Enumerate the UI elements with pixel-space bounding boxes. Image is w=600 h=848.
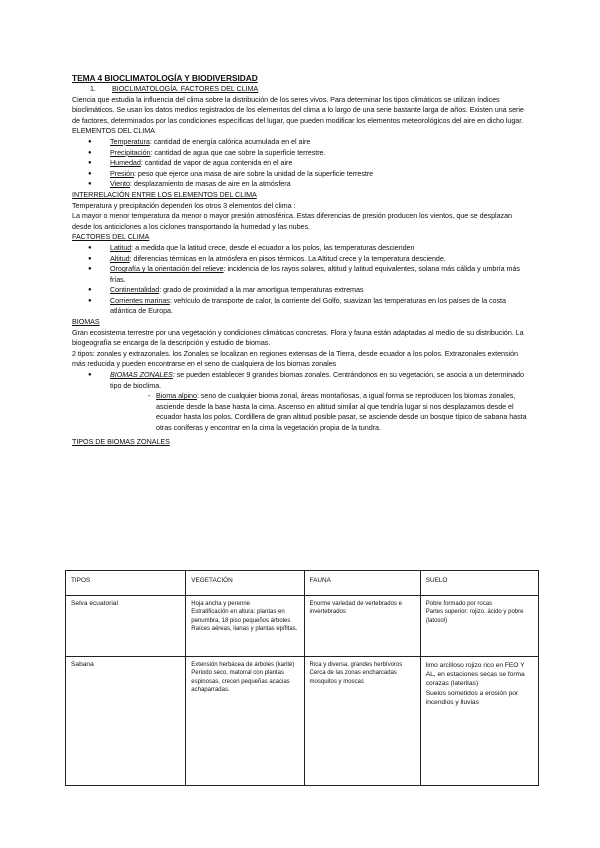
interrelation-paragraph-2: La mayor o menor temperatura da menor o mayor presión atmosférica. Estas diferencias de presión producen los vientos, que se desplazan desde los anticiclones a los ciclones transportando la humedad y las nubes.	[72, 211, 512, 231]
cell-text: Enorme variedad de vertebrados e invertebrados	[309, 601, 402, 616]
cell-text: Pobre formado por rocas	[425, 601, 493, 607]
bullet-icon: ●	[88, 170, 92, 177]
biomas-table	[65, 570, 539, 786]
term: Altitud	[110, 253, 130, 263]
bullet-icon: ●	[88, 255, 92, 262]
alpine-text	[146, 391, 532, 433]
cell-vegetacion	[186, 596, 304, 657]
cell-fauna	[304, 596, 420, 657]
cell-text: Raíces aéreas, lianas y plantas epífitas.	[191, 626, 298, 633]
bullet-icon: ●	[88, 244, 92, 251]
section-title: BIOCLIMATOLOGÍA. FACTORES DEL CLIMA	[112, 84, 259, 93]
term: Orografía y la orientación del relieve	[110, 264, 224, 274]
interrelation-heading: INTERRELACIÓN ENTRE LOS ELEMENTOS DEL CLIMA	[72, 189, 257, 199]
bullet-icon: ●	[88, 297, 92, 304]
term-description: : diferencias térmicas en la atmósfera en pisos térmicos. La Altitud crece y la temperatura desciende.	[129, 253, 446, 263]
list-item	[72, 285, 532, 296]
list-item	[72, 148, 532, 159]
term-description: : seno de cualquier bioma zonal, áreas montañosas, a igual forma se reproducen los biomas zonales, asciende desde la base hasta la cima. Ascenso en altitud similar al que tendría lugar si nos desplazamos desde el ecuador hasta los polos. Cordillera de gran altitud posible pasar, se asciende desde un bosque típico de sabana hasta otras coníferas y encontrar en la cima la vegetación propia de la tundra.	[156, 391, 527, 432]
term-description: : desplazamiento de masas de aire en la atmósfera	[129, 179, 291, 189]
cell-suelo	[420, 596, 538, 657]
cell-text: Estratificación en altura: plantas en penumbra, 18 piso pequeños árboles	[191, 609, 291, 624]
term: Presión	[110, 168, 135, 178]
term: Continentalidad	[110, 285, 160, 295]
cell-text: Rica y diversa, grandes herbívoros	[309, 662, 403, 668]
table-header-row	[66, 571, 539, 596]
list-item	[72, 296, 532, 317]
cell-text: Suelos sometidos a erosión por incendios y lluvias	[425, 689, 519, 706]
header-cell: VEGETACIÓN	[186, 571, 304, 596]
term-description: : vehículo de transporte de calor, la corriente del Golfo, suavizan las temperaturas en los países de la costa atlántica de Europa.	[110, 295, 506, 316]
biomas-paragraph-1: Gran ecosistema terrestre por una vegetación y condiciones climáticas concretas. Flora y fauna están adaptadas al medio de su distribución. La biogeografía se encarga de la descripción y estudio de biomas.	[72, 327, 524, 348]
term: Humedad	[110, 158, 141, 168]
biomas-zonales-list	[72, 370, 532, 391]
cell-text: Periodo seco, matorral con plantas espinosas, crecen pequeñas acacias achaparradas.	[191, 670, 290, 694]
term-description: : peso que ejerce una masa de aire sobre la unidad de la superficie terrestre	[134, 168, 374, 178]
cell-vegetacion	[186, 657, 304, 786]
biomas-heading: BIOMAS	[72, 317, 100, 327]
document-title: TEMA 4 BIOCLIMATOLOGÍA Y BIODIVERSIDAD	[72, 73, 258, 83]
table-row	[66, 657, 539, 786]
term-description: : incidencia de los rayos solares, altitud y latitud equivalentes, solana más cálida y umbría más frías.	[110, 264, 520, 284]
section-number: 1.	[90, 84, 96, 93]
term-description: : cantidad de agua que cae sobre la superficie terrestre.	[150, 147, 326, 157]
bullet-icon: ●	[88, 149, 92, 156]
cell-text: limo arcilloso rojizo rico en FEO Y AL, en estaciones secas se forma corazas (lateritas)	[425, 662, 525, 688]
list-item	[72, 179, 532, 190]
bullet-icon: ●	[88, 372, 92, 379]
term: Bioma alpino	[156, 391, 197, 401]
list-item	[72, 137, 532, 148]
bullet-icon: ●	[88, 138, 92, 145]
term-description: : grado de proximidad a la mar amortigua temperaturas extremas	[159, 285, 364, 295]
bullet-icon: ●	[88, 287, 92, 294]
term: Corrientes marinas	[110, 295, 170, 305]
term: BIOMAS ZONALES	[110, 370, 173, 380]
cell-text: Hoja ancha y perenne	[191, 601, 250, 607]
section-heading-bioclimatologia	[72, 84, 532, 95]
header-cell: TIPOS	[66, 571, 186, 596]
factors-heading: FACTORES DEL CLIMA	[72, 232, 150, 242]
factors-list	[72, 243, 532, 317]
cell-text: Extensión herbácea de árboles (karité)	[191, 662, 295, 668]
header-cell: SUELO	[420, 571, 538, 596]
elements-list	[72, 137, 532, 190]
term: Latitud	[110, 242, 132, 252]
term-description: : se pueden establecer 9 grandes biomas zonales. Centrándonos en su vegetación, se asocia a un determinado tipo de bioclima.	[110, 370, 524, 390]
cell-fauna	[304, 657, 420, 786]
dash-bullet-icon: -	[148, 391, 151, 401]
cell-suelo	[420, 657, 538, 786]
document-body	[72, 73, 532, 447]
cell-tipo	[66, 596, 186, 657]
cell-text: Cerca de las zonas encharcadas mosquitos y moscas	[309, 670, 397, 685]
list-item	[72, 254, 532, 265]
cell-text: Selva ecuatorial	[71, 600, 118, 607]
list-item	[72, 158, 532, 169]
term: Temperatura	[110, 136, 150, 146]
cell-tipo	[66, 657, 186, 786]
cell-text: Partes superior: rojizo, ácido y pobre (latosol)	[425, 609, 524, 624]
cell-text: Sabana	[71, 661, 94, 668]
bullet-icon: ●	[88, 160, 92, 167]
bullet-icon: ●	[88, 181, 92, 188]
intro-paragraph: Ciencia que estudia la influencia del clima sobre la distribución de los seres vivos. Para determinar los tipos climáticos se utilizan índices bioclimáticos. Se usan los datos medios registrados de los elementos del clima a lo largo de una serie bastante larga de años. Existen una serie de factores, determinados por las condiciones específicas del lugar, que pueden modificar los elementos meteorológicos del aire en dicho lugar.	[72, 94, 524, 125]
biomas-table-wrapper	[65, 570, 539, 786]
bullet-icon: ●	[88, 266, 92, 273]
header-cell: FAUNA	[304, 571, 420, 596]
table-row	[66, 596, 539, 657]
alpine-item	[72, 391, 532, 433]
term-description: : cantidad de vapor de agua contenida en el aire	[140, 158, 293, 168]
term: Viento	[110, 179, 130, 189]
term-description: : a medida que la latitud crece, desde el ecuador a los polos, las temperaturas descienden	[131, 242, 415, 252]
table-heading: TIPOS DE BIOMAS ZONALES	[72, 436, 170, 446]
list-item	[72, 243, 532, 254]
list-item	[72, 370, 532, 391]
list-item	[72, 169, 532, 180]
elements-heading: ELEMENTOS DEL CLIMA	[72, 126, 155, 136]
interrelation-paragraph-1: Temperatura y precipitación dependen los otros 3 elementos del clima :	[72, 200, 296, 210]
biomas-paragraph-2: 2 tipos: zonales y extrazonales. los Zonales se localizan en regiones extensas de la Tierra, desde ecuador a los polos. Extrazonales extensión más reducida y pueden encontrarse en el seno de cualquiera de los biomas zonales	[72, 348, 518, 369]
term-description: : cantidad de energía calórica acumulada en el aire	[149, 136, 311, 146]
list-item	[72, 264, 532, 285]
term: Precipitación	[110, 147, 151, 157]
